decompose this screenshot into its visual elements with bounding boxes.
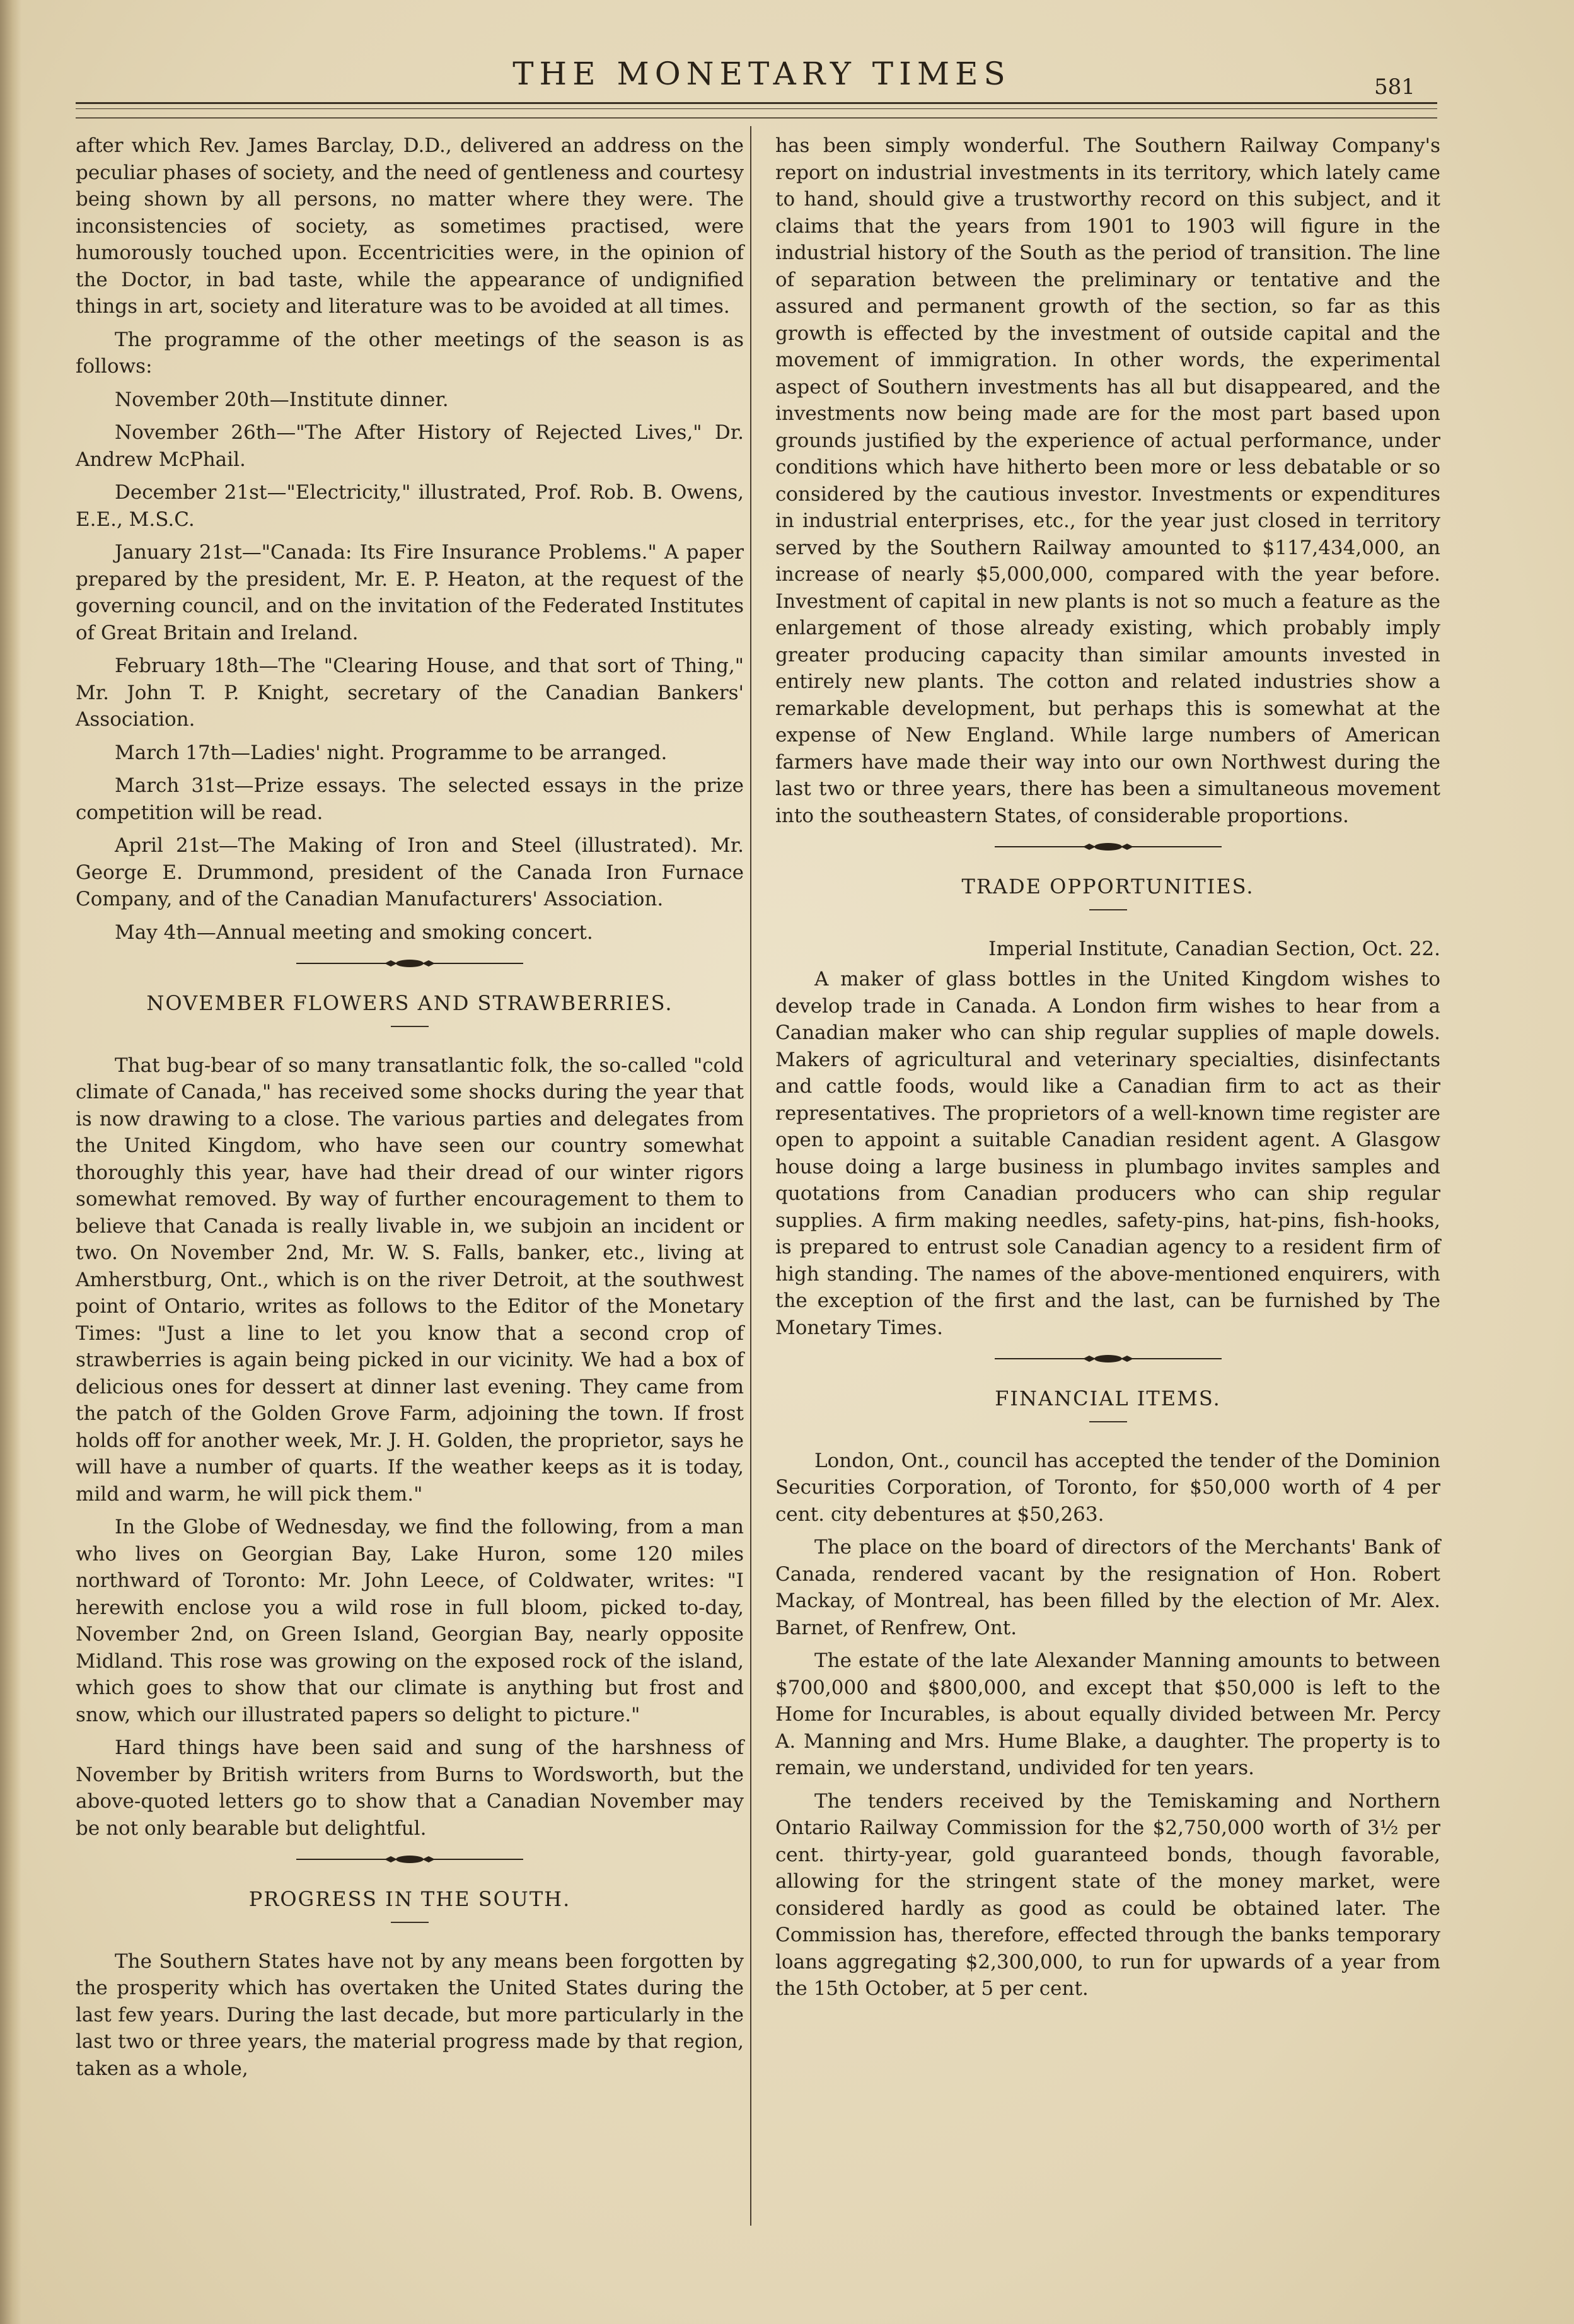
section-heading: PROGRESS IN THE SOUTH. — [248, 1887, 571, 1911]
article-paragraph: The place on the board of directors of the Merchants' Bank of Canada, rendered vacant by the resignation of Hon. Robert Mackay, of Montreal, has been filled by the election of Mr. Alex. Barnet, of Renfrew, Ont. — [775, 1536, 1440, 1639]
column-divider — [750, 126, 751, 2226]
article-paragraph: The estate of the late Alexander Manning amounts to between $700,000 and $800,000, and except that $50,000 is left to the Home for Incurables, is about equally divided between Mr. Percy A. Manning and Mrs. Hume Blake, a daughter. The property is to remain, we understand, undivided for ten years. — [775, 1649, 1440, 1779]
header-rule — [76, 102, 1437, 104]
heading-rule — [1089, 1421, 1127, 1422]
left-column — [76, 132, 744, 2088]
heading-rule — [391, 1922, 429, 1923]
section-ornament — [296, 956, 523, 971]
schedule-item: February 18th—The "Clearing House, and that sort of Thing," Mr. John T. P. Knight, secretary of the Canadian Bankers' Association. — [76, 654, 744, 731]
article-paragraph: London, Ont., council has accepted the tender of the Dominion Securities Corporation, of Toronto, for $50,000 worth of 4 per cent. city debentures at $50,263. — [775, 1449, 1440, 1526]
heading-rule — [391, 1026, 429, 1027]
heading-rule — [1089, 909, 1127, 910]
schedule-item: May 4th—Annual meeting and smoking concert. — [115, 921, 593, 944]
header-rule-thin — [76, 108, 1437, 109]
article-paragraph: That bug-bear of so many transatlantic folk, the so-called "cold climate of Canada," has received some shocks during the year that is now drawing to a close. The various parties and delegates from the United Kingdom, who have seen our country somewhat thoroughly this year, have had their dread of our winter rigors somewhat removed. By way of further encouragement to them to believe that Canada is really livable in, we subjoin an incident or two. On November 2nd, Mr. W. S. Falls, banker, etc., living at Amherstburg, Ont., which is on the river Detroit, at the southwest point of Ontario, writes as follows to the Editor of the Monetary Times: "Just a line to let you know that a second crop of strawberries is again being picked in our vicinity. We had a box of delicious ones for dessert at dinner last evening. They came from the patch of the Golden Grove Farm, adjoining the town. If frost holds off for another week, Mr. J. H. Golden, the proprietor, says he will have a number of quarts. If the weather keeps as it is today, mild and warm, he will pick them." — [76, 1054, 744, 1506]
right-column — [775, 132, 1440, 2009]
masthead — [0, 55, 1574, 92]
schedule-item: March 17th—Ladies' night. Programme to be arranged. — [115, 741, 668, 764]
header-rule-lower — [76, 117, 1437, 119]
binding-shadow — [0, 0, 21, 2324]
schedule-item: November 20th—Institute dinner. — [115, 388, 449, 411]
schedule-item: December 21st—"Electricity," illustrated, Prof. Rob. B. Owens, E.E., M.S.C. — [76, 481, 744, 531]
dateline: Imperial Institute, Canadian Section, Oct. 22. — [988, 937, 1440, 960]
article-paragraph: A maker of glass bottles in the United Kingdom wishes to develop trade in Canada. A London firm wishes to hear from a Canadian maker who can ship regular supplies of maple dowels. Makers of agricultural and veterinary specialties, disinfectants and cattle foods, would like a Canadian firm to act as their representatives. The proprietors of a well-known time register are open to appoint a suitable Canadian resident agent. A Glasgow house doing a large business in plumbago invites samples and quotations from Canadian producers who can ship regular supplies. A firm making needles, safety-pins, hat-pins, fish-hooks, is prepared to entrust sole Canadian agency to a resident firm of high standing. The names of the above-mentioned enquirers, with the exception of the first and the last, can be furnished by The Monetary Times. — [775, 968, 1440, 1339]
article-paragraph: In the Globe of Wednesday, we find the following, from a man who lives on Georgian Bay, Lake Huron, some 120 miles northward of Toronto: Mr. John Leece, of Coldwater, writes: "I herewith enclose you a wild rose in full bloom, picked to-day, November 2nd, on Green Island, Georgian Bay, nearly opposite Midland. This rose was growing on the exposed rock of the island, which goes to show that our climate is anything but frost and snow, which our illustrated papers so delight to picture." — [76, 1516, 744, 1726]
section-ornament — [296, 1852, 523, 1867]
article-paragraph: The Southern States have not by any means been forgotten by the prosperity which has overtaken the United States during the last few years. During the last decade, but more particularly in the last two or three years, the material progress made by that region, taken as a whole, — [76, 1949, 744, 2080]
article-paragraph: The tenders received by the Temiskaming and Northern Ontario Railway Commission for the $2,750,000 worth of 3½ per cent. thirty-year, gold guaranteed bonds, though favorable, allowing for the stringent state of the money market, were considered hardly as good as could be obtained later. The Commission has, therefore, effected through the banks temporary loans aggregating $2,300,000, to run for upwards of a year from the 15th October, at 5 per cent. — [775, 1789, 1440, 2000]
article-paragraph: Hard things have been said and sung of the harshness of November by British writers from Burns to Wordsworth, but the above-quoted letters go to show that a Canadian November may be not only bearable but delightful. — [76, 1736, 744, 1840]
section-heading: FINANCIAL ITEMS. — [995, 1386, 1221, 1410]
schedule-item: April 21st—The Making of Iron and Steel (illustrated). Mr. George E. Drummond, president of the Canada Iron Furnace Company, and of the Canadian Manufacturers' Association. — [76, 834, 744, 910]
schedule-item: November 26th—"The After History of Rejected Lives," Dr. Andrew McPhail. — [76, 421, 744, 471]
article-paragraph: after which Rev. James Barclay, D.D., delivered an address on the peculiar phases of society, and the need of gentleness and courtesy being shown by all persons, no matter where they were. The inconsistencies of society, as sometimes practised, were humorously touched upon. Eccentricities were, in the opinion of the Doctor, in bad taste, while the appearance of undignified things in art, society and literature was to be avoided at all times. — [76, 134, 744, 318]
section-heading: TRADE OPPORTUNITIES. — [961, 874, 1254, 898]
masthead-title: THE MONETARY TIMES — [512, 55, 1011, 92]
section-heading: NOVEMBER FLOWERS AND STRAWBERRIES. — [146, 991, 673, 1015]
article-paragraph: has been simply wonderful. The Southern Railway Company's report on industrial investments in its territory, which lately came to hand, should give a trustworthy record on this subject, and it claims that the years from 1901 to 1903 will figure in the industrial history of the South as the period of transition. The line of separation between the preliminary or tentative and the assured and permanent growth of the section, so far as this growth is effected by the investment of outside capital and the movement of immigration. In other words, the experimental aspect of Southern investments has all but disappeared, and the investments now being made are for the most part based upon grounds justified by the experience of actual performance, under conditions which have hitherto been more or less debatable or so considered by the cautious investor. Investments or expenditures in industrial enterprises, etc., for the year just closed in territory served by the Southern Railway amounted to $117,434,000, an increase of nearly $5,000,000, compared with the year before. Investment of capital in new plants is not so much a feature as the enlargement of those already existing, which probably imply greater producing capacity than similar amounts invested in entirely new plants. The cotton and related industries show a remarkable development, but perhaps this is somewhat at the expense of New England. While large numbers of American farmers have made their way into our own Northwest during the last two or three years, there has been a simultaneous movement into the southeastern States, of considerable proportions. — [775, 134, 1440, 827]
schedule-item: January 21st—"Canada: Its Fire Insurance Problems." A paper prepared by the president, Mr. E. P. Heaton, at the request of the governing council, and on the invitation of the Federated Institutes of Great Britain and Ireland. — [76, 541, 744, 644]
article-paragraph: The programme of the other meetings of the season is as follows: — [76, 328, 744, 378]
section-ornament — [995, 1351, 1222, 1366]
page-number: 581 — [1374, 74, 1415, 100]
section-ornament — [995, 839, 1222, 854]
schedule-item: March 31st—Prize essays. The selected essays in the prize competition will be read. — [76, 774, 744, 824]
